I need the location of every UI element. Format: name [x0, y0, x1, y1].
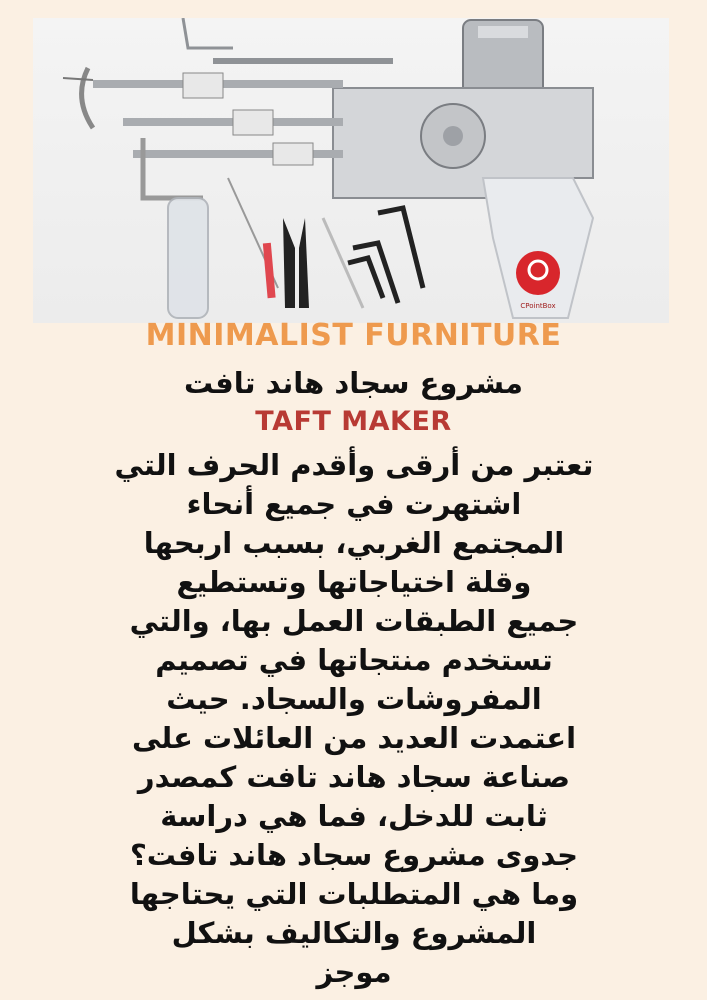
tufting-gun-illustration: [33, 18, 669, 323]
project-title: مشروع سجاد هاند تافت: [184, 366, 523, 400]
product-photo: [33, 18, 669, 323]
description-line: تعتبر من أرقى وأقدم الحرف التي: [114, 448, 594, 482]
badge-text: CPointBox: [520, 302, 556, 310]
description-line: المشروع والتكاليف بشكل: [171, 916, 537, 950]
description: [80, 446, 628, 992]
description-line: موجز: [316, 955, 392, 989]
maker-label: TAFT MAKER: [255, 406, 452, 437]
description-line: المفروشات والسجاد. حيث: [166, 682, 542, 716]
description-line: المجتمع الغربي، بسبب اربحها: [143, 526, 565, 560]
cpointbox-logo-icon: [516, 251, 560, 295]
description-line: جميع الطبقات العمل بها، والتي: [129, 604, 579, 638]
brand-title: MINIMALIST FURNITURE: [145, 318, 562, 353]
description-line: تستخدم منتجاتها في تصميم: [155, 643, 553, 677]
description-line: اعتمدت العديد من العائلات على: [131, 721, 577, 755]
description-line: ثابت للدخل، فما هي دراسة: [160, 799, 548, 833]
description-line: صناعة سجاد هاند تافت كمصدر: [137, 760, 571, 794]
description-line: جدوى مشروع سجاد هاند تافت؟: [129, 838, 579, 872]
description-line: وما هي المتطلبات التي يحتاجها: [129, 877, 579, 911]
description-line: اشتهرت في جميع أنحاء: [186, 487, 522, 521]
description-line: وقلة اختياجاتها وتستطيع: [176, 565, 532, 599]
